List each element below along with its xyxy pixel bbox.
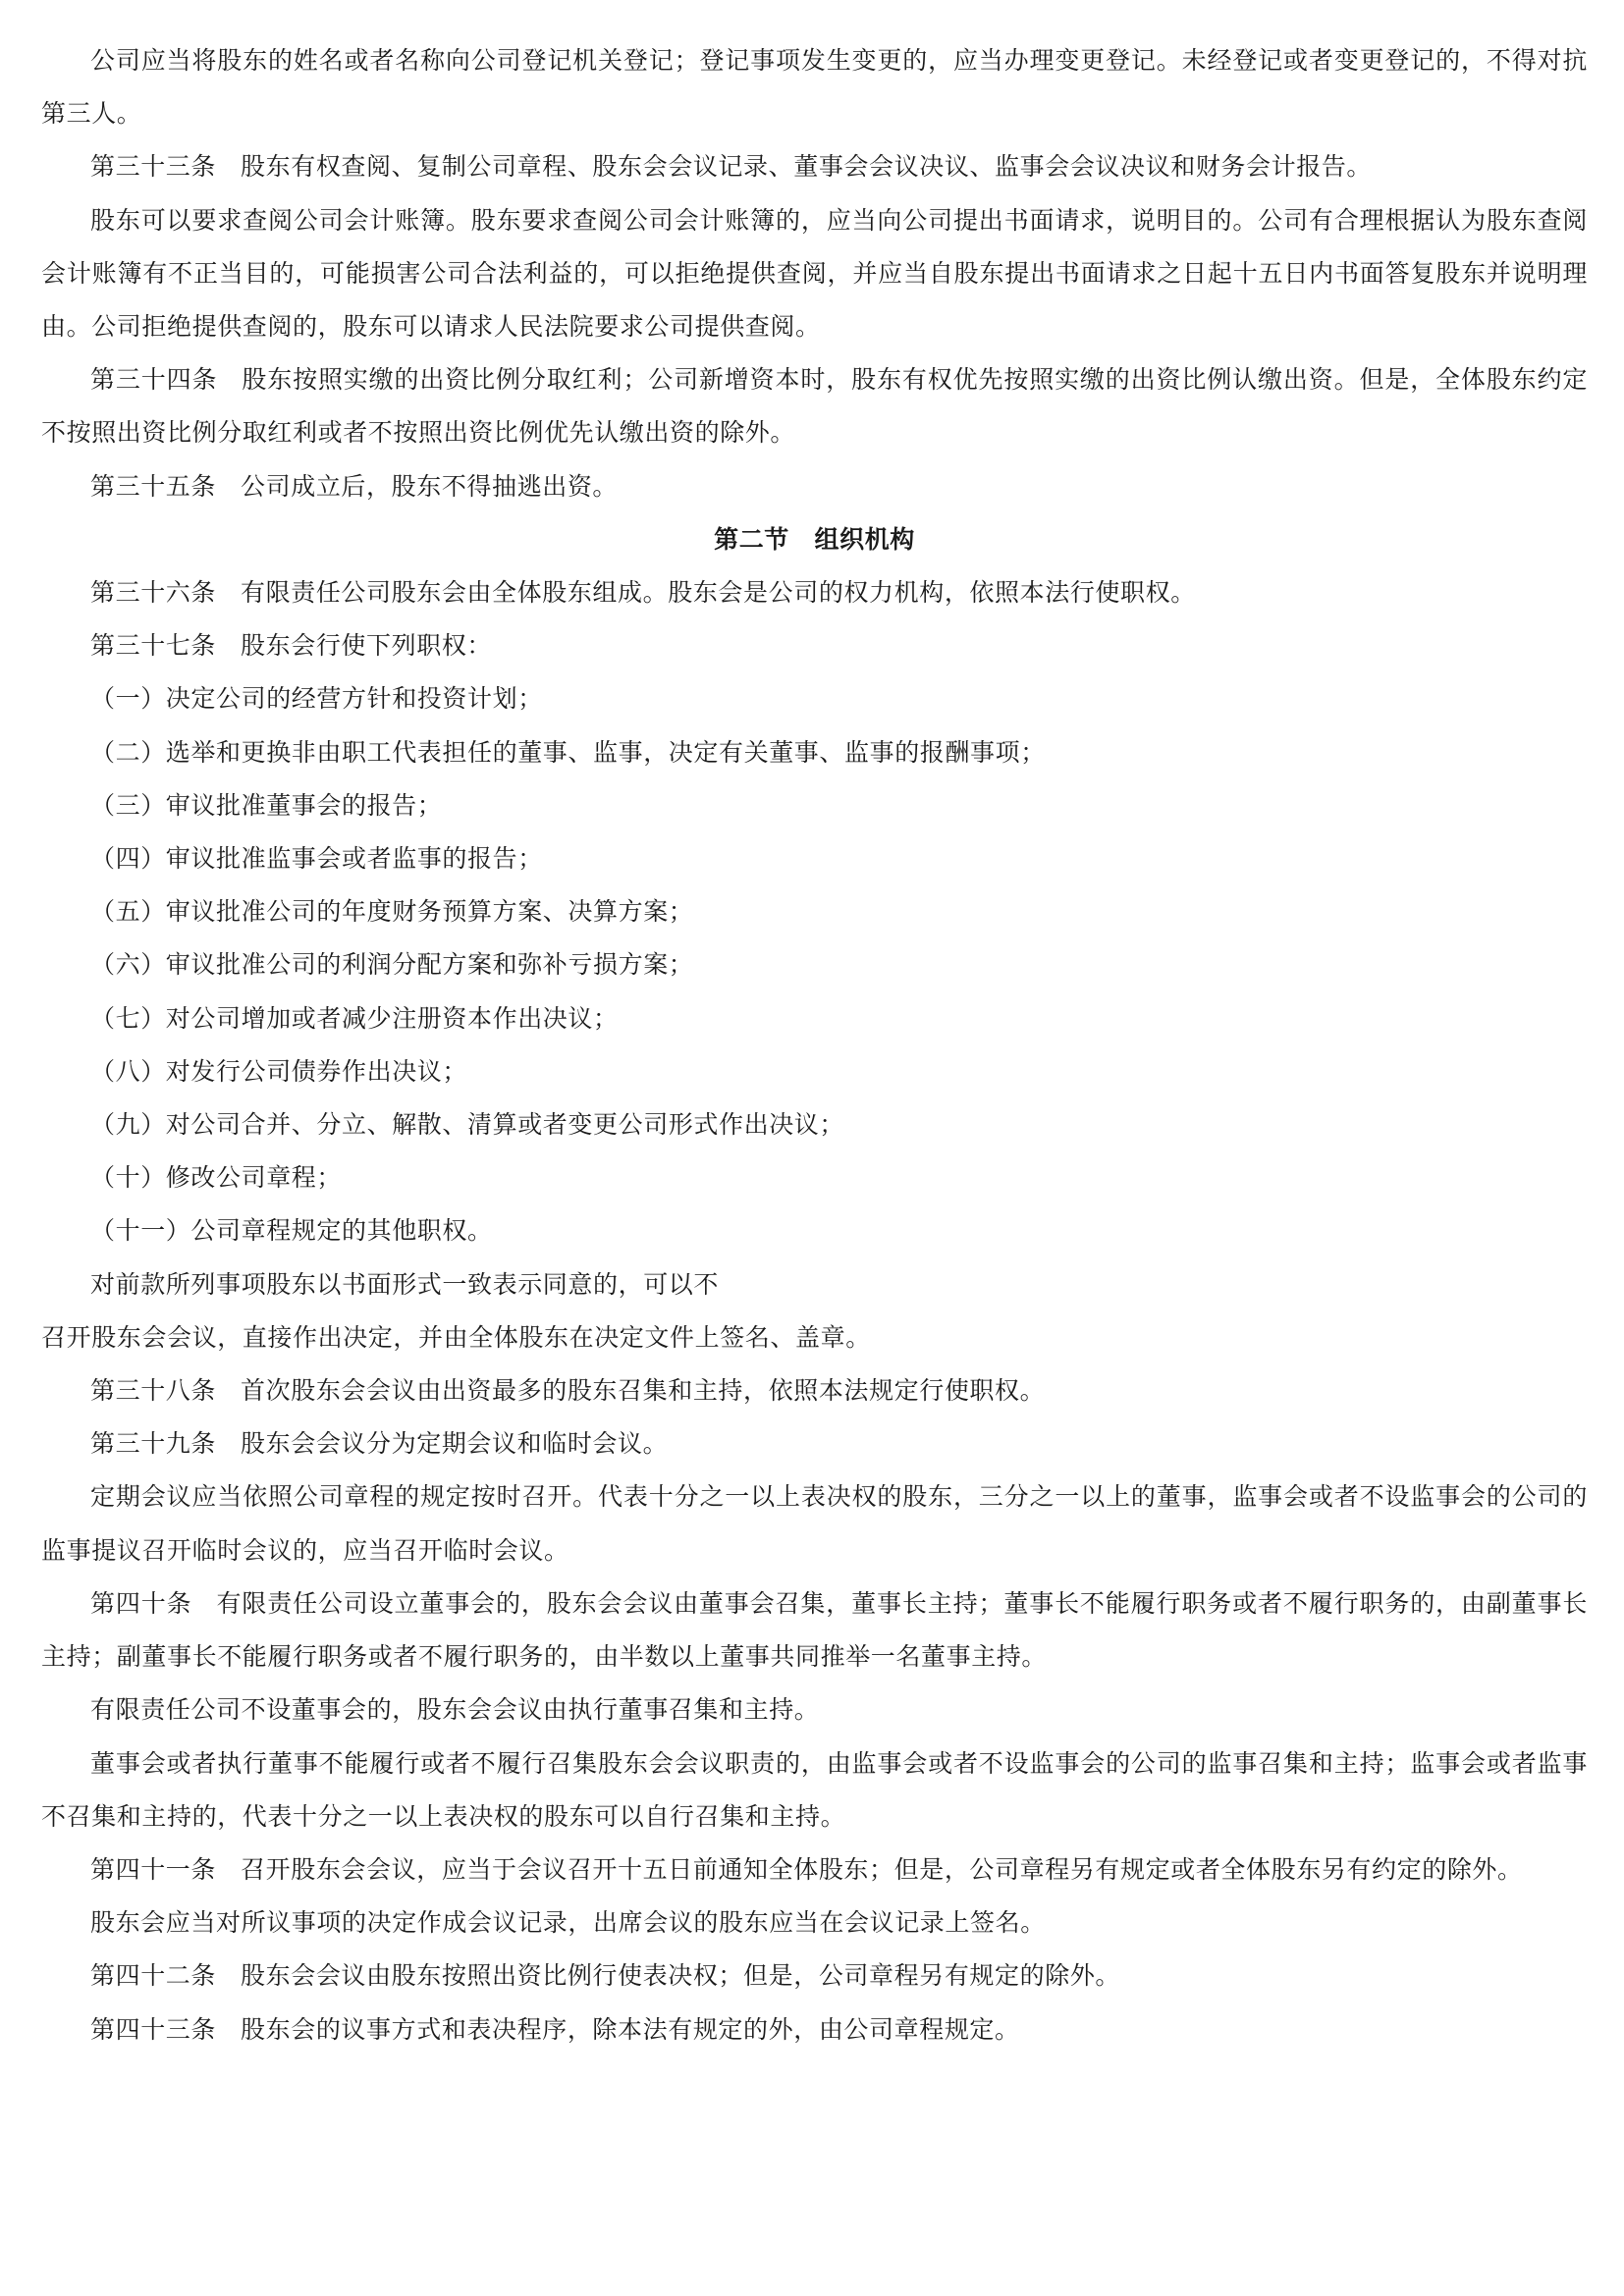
article-36: [41, 566, 1588, 619]
article-number: 第三十九条: [90, 1429, 217, 1459]
paragraph-unanimous-consent-line1: 对前款所列事项股东以书面形式一致表示同意的，可以不: [90, 1269, 720, 1299]
list-item: （六）审议批准公司的利润分配方案和弥补亏损方案；: [90, 950, 694, 980]
paragraph-text: 有限责任公司不设董事会的，股东会会议由执行董事召集和主持。: [90, 1695, 820, 1725]
paragraph-account-books: [41, 194, 1588, 354]
paragraph-text: 股东会会议由股东按照出资比例行使表决权；但是，公司章程另有规定的除外。: [241, 1961, 1121, 1991]
paragraph-registration: [41, 34, 1588, 140]
article-34: [41, 353, 1588, 459]
paragraph-no-board: [41, 1683, 1588, 1736]
paragraph-text: 股东会的议事方式和表决程序，除本法有规定的外，由公司章程规定。: [241, 2014, 1020, 2044]
paragraph-text: 有限责任公司设立董事会的，股东会会议由董事会召集，董事长主持；董事长不能履行职务或者不履行职务的，由副董事长主持；副董事长不能履行职务或者不履行职务的，由半数以上董事共同推举一名董事主持。: [41, 1588, 1588, 1672]
article-number: 第四十一条: [90, 1854, 217, 1884]
article-number: 第四十二条: [90, 1961, 217, 1991]
article-number: 第三十六条: [90, 578, 217, 608]
article-number: 第三十八条: [90, 1376, 217, 1406]
paragraph-text: 定期会议应当依照公司章程的规定按时召开。代表十分之一以上表决权的股东，三分之一以上的董事，监事会或者不设监事会的公司的监事提议召开临时会议的，应当召开临时会议。: [41, 1482, 1588, 1565]
paragraph-text: 股东按照实缴的出资比例分取红利；公司新增资本时，股东有权优先按照实缴的出资比例认缴出资。但是，全体股东约定不按照出资比例分取红利或者不按照出资比例优先认缴出资的除外。: [41, 365, 1588, 448]
list-item: （四）审议批准监事会或者监事的报告；: [90, 844, 543, 874]
document-body: [41, 34, 1588, 2056]
list-item: （九）对公司合并、分立、解散、清算或者变更公司形式作出决议；: [90, 1110, 845, 1140]
paragraph-regular-meetings: [41, 1470, 1588, 1576]
paragraph-text: 首次股东会会议由出资最多的股东召集和主持，依照本法规定行使职权。: [241, 1376, 1046, 1406]
article-number: 第三十三条: [90, 152, 217, 182]
list-item: （三）审议批准董事会的报告；: [90, 790, 443, 820]
article-38: [41, 1364, 1588, 1417]
list-item: （八）对发行公司债券作出决议；: [90, 1056, 468, 1086]
paragraph-text: 召开股东会会议，应当于会议召开十五日前通知全体股东；但是，公司章程另有规定或者全体股东另有约定的除外。: [241, 1854, 1523, 1884]
paragraph-text: 股东会行使下列职权：: [241, 631, 493, 661]
article-number: 第三十七条: [90, 631, 217, 661]
paragraph-text: 股东有权查阅、复制公司章程、股东会会议记录、董事会会议决议、监事会会议决议和财务会计报告。: [241, 152, 1373, 182]
article-35: [41, 460, 1588, 513]
list-item: （七）对公司增加或者减少注册资本作出决议；: [90, 1003, 619, 1033]
article-number: 第三十四条: [90, 365, 218, 395]
article-41: [41, 1843, 1588, 1896]
article-number: 第四十三条: [90, 2014, 217, 2044]
paragraph-unanimous-consent-line2: 召开股东会会议，直接作出决定，并由全体股东在决定文件上签名、盖章。: [41, 1322, 871, 1352]
paragraph-text: 董事会或者执行董事不能履行或者不履行召集股东会会议职责的，由监事会或者不设监事会的公司的监事召集和主持；监事会或者监事不召集和主持的，代表十分之一以上表决权的股东可以自行召集和主持。: [41, 1748, 1588, 1831]
article-37: [41, 619, 1588, 672]
article-33: [41, 140, 1588, 193]
paragraph-text: 公司成立后，股东不得抽逃出资。: [241, 471, 619, 501]
list-item: （五）审议批准公司的年度财务预算方案、决算方案；: [90, 897, 694, 927]
paragraph-text: 股东可以要求查阅公司会计账簿。股东要求查阅公司会计账簿的，应当向公司提出书面请求，说明目的。公司有合理根据认为股东查阅会计账簿有不正当目的，可能损害公司合法利益的，可以拒绝提供查阅，并应当自股东提出书面请求之日起十五日内书面答复股东并说明理由。公司拒绝提供查阅的，股东可以请求人民法院要求公司提供查阅。: [41, 205, 1588, 342]
article-40: [41, 1577, 1588, 1683]
paragraph-minutes: [41, 1896, 1588, 1949]
list-item: （一）决定公司的经营方针和投资计划；: [90, 684, 543, 714]
paragraph-text: 股东会应当对所议事项的决定作成会议记录，出席会议的股东应当在会议记录上签名。: [90, 1908, 1046, 1938]
article-43: [41, 2003, 1588, 2056]
list-item: （十一）公司章程规定的其他职权。: [90, 1216, 493, 1246]
list-item: （二）选举和更换非由职工代表担任的董事、监事，决定有关董事、监事的报酬事项；: [90, 737, 1046, 767]
section-heading: 第二节 组织机构: [714, 524, 915, 554]
article-number: 第四十条: [90, 1588, 192, 1618]
article-39: [41, 1417, 1588, 1470]
paragraph-text: 有限责任公司股东会由全体股东组成。股东会是公司的权力机构，依照本法行使职权。: [241, 578, 1196, 608]
paragraph-convening-fallback: [41, 1737, 1588, 1843]
paragraph-text: 公司应当将股东的姓名或者名称向公司登记机关登记；登记事项发生变更的，应当办理变更登记。未经登记或者变更登记的，不得对抗第三人。: [41, 46, 1588, 129]
article-42: [41, 1949, 1588, 2002]
list-item: （十）修改公司章程；: [90, 1163, 343, 1193]
article-number: 第三十五条: [90, 471, 217, 501]
paragraph-text: 股东会会议分为定期会议和临时会议。: [241, 1429, 669, 1459]
